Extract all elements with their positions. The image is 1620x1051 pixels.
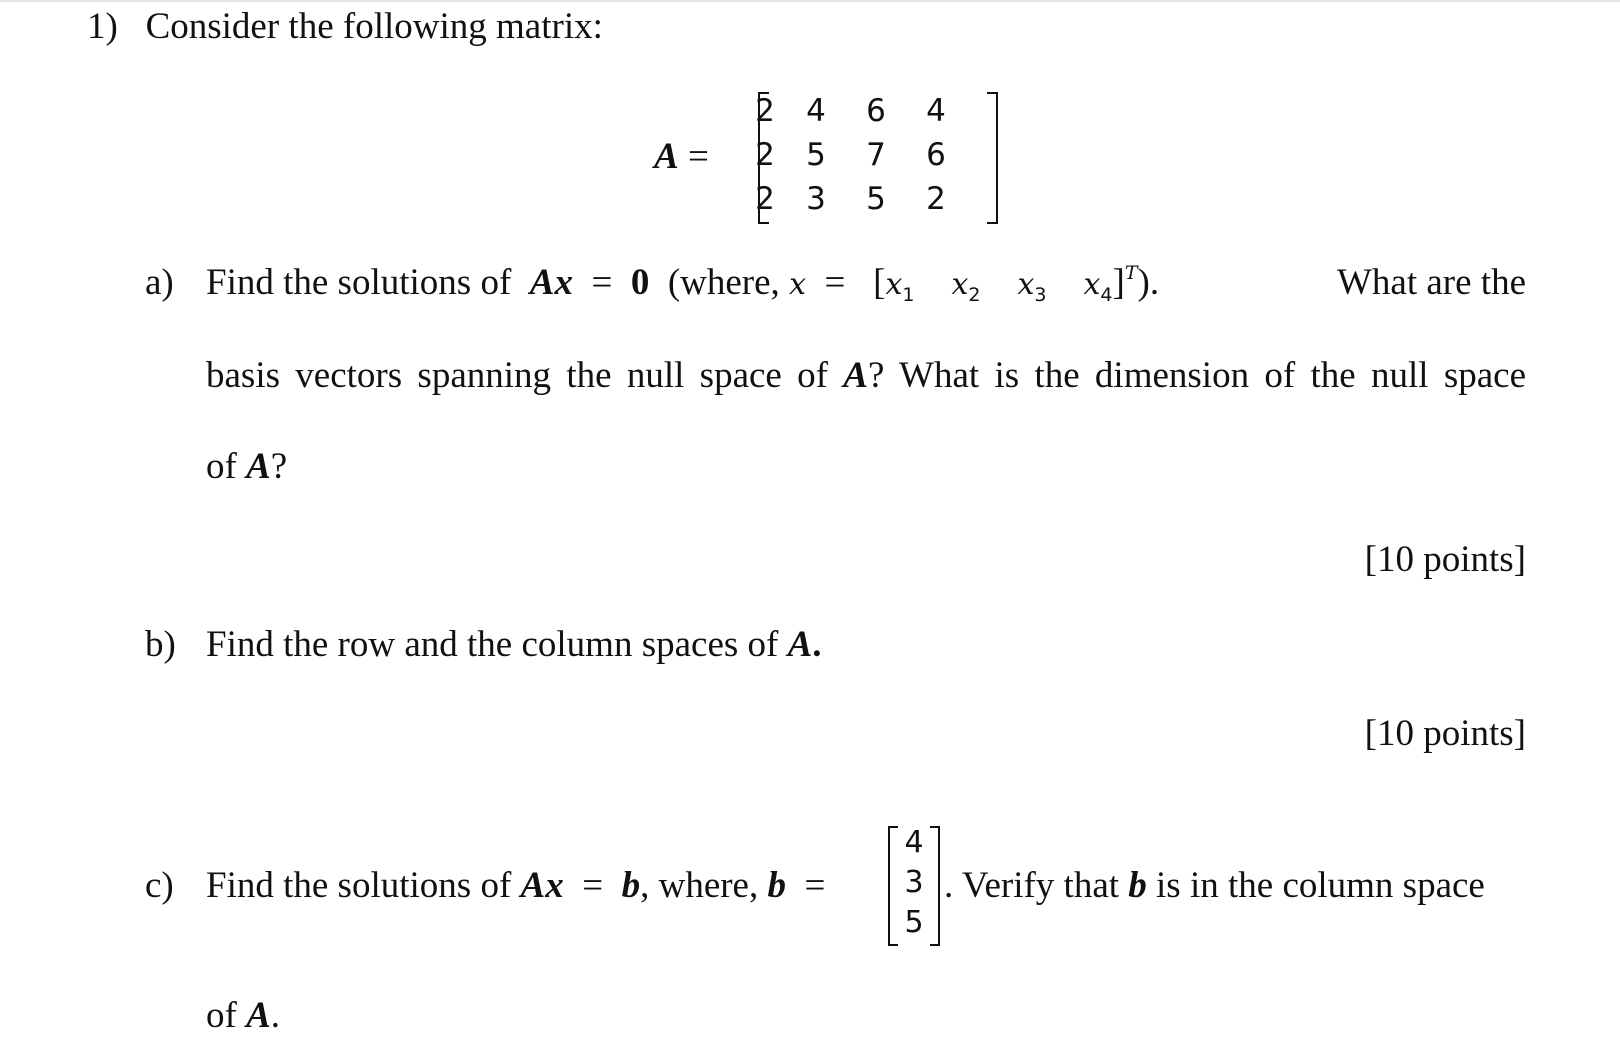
part-a-var-x4: $x_4$	[1083, 267, 1113, 306]
part-a-line-2-text-2: ? What is the dimension of the null space	[867, 355, 1527, 396]
part-c-line-1	[206, 867, 825, 904]
part-b-marker: b)	[145, 624, 176, 665]
part-a-points: [10 points]	[1364, 539, 1526, 580]
part-a-var-x1: $x_1$	[885, 267, 915, 306]
matrix-name: A	[654, 136, 679, 177]
part-c-line-2-end: .	[270, 995, 281, 1036]
part-a-line-3-text-1: of	[206, 446, 237, 487]
part-a-text-1: Find the solutions of	[206, 262, 512, 303]
question-heading	[87, 8, 603, 45]
part-b-a: A	[787, 624, 813, 665]
part-a-line-2-text-1: basis vectors spanning the null space of	[206, 355, 828, 396]
matrix-cell: 2	[926, 181, 946, 217]
part-a-close-bracket: ]	[1112, 262, 1125, 303]
part-c-b-1: b	[621, 865, 641, 906]
part-b-end: .	[812, 624, 822, 665]
vector-cell: 3	[904, 865, 924, 900]
matrix-cell: 6	[926, 137, 946, 173]
part-a-ax: Ax	[529, 262, 573, 303]
part-a-var-x3: $x_3$	[1017, 267, 1047, 306]
matrix-cell: 5	[866, 181, 886, 217]
vector-left-bracket	[888, 826, 898, 946]
matrix-cell: 6	[866, 93, 886, 129]
vector-cell: 5	[904, 905, 924, 940]
part-a-var-x2: $x_2$	[951, 267, 981, 306]
part-a-text-2: What are the	[1337, 262, 1526, 303]
part-c-marker: c)	[145, 865, 174, 906]
part-c-line-2-text-1: of	[206, 995, 237, 1036]
part-c-ax: Ax	[520, 865, 564, 906]
part-a-x: x	[789, 267, 806, 302]
part-c-b-3: b	[1128, 865, 1147, 906]
matrix-cell: 3	[806, 181, 826, 217]
part-a-open-bracket: [	[873, 262, 886, 303]
question-number: 1)	[87, 6, 118, 47]
part-c-equals-2: =	[804, 865, 826, 906]
part-a-zero-vector: 0	[630, 262, 650, 303]
matrix-cell: 7	[866, 137, 886, 173]
part-a-line-3-text-2: ?	[270, 446, 288, 487]
part-b-points: [10 points]	[1364, 713, 1526, 754]
part-c-b-2: b	[767, 865, 786, 906]
matrix-cell: 4	[926, 93, 946, 129]
part-c-text-2: , where,	[640, 865, 759, 906]
part-c-line-2	[206, 997, 280, 1034]
part-a-line-2-a: A	[843, 355, 868, 396]
part-c-equals: =	[582, 865, 604, 906]
part-a-where: (where,	[667, 262, 780, 303]
part-c-line-2-a: A	[246, 995, 271, 1036]
matrix-equals: =	[687, 136, 709, 177]
part-c-text-3: . Verify that	[944, 865, 1120, 906]
matrix-cell: 2	[755, 181, 775, 217]
vector-right-bracket	[930, 826, 940, 946]
matrix-cell: 5	[806, 137, 826, 173]
part-c-text-1: Find the solutions of	[206, 865, 512, 906]
matrix-cell: 2	[755, 93, 775, 129]
part-b-text: Find the row and the column spaces of	[206, 624, 779, 665]
part-a-line-1	[206, 262, 1160, 306]
matrix-cell: 2	[755, 137, 775, 173]
part-a-equals-2: =	[824, 262, 846, 303]
part-a-equals: =	[591, 262, 613, 303]
part-a-marker: a)	[145, 262, 174, 303]
part-c-text-4: is in the column space	[1156, 865, 1485, 906]
part-c-line-1-rest	[944, 867, 1485, 904]
part-a-line-2	[206, 357, 1526, 394]
part-a-close-paren: ).	[1137, 262, 1160, 303]
question-intro: Consider the following matrix:	[145, 6, 603, 47]
part-b-line	[206, 626, 822, 663]
matrix-right-bracket	[987, 92, 998, 224]
part-a-line-3	[206, 448, 287, 485]
matrix-label	[654, 138, 709, 175]
part-a-line-3-a: A	[246, 446, 271, 487]
matrix-cell: 4	[806, 93, 826, 129]
vector-cell: 4	[904, 825, 924, 860]
top-divider	[0, 0, 1620, 2]
part-a-transpose: T	[1124, 262, 1138, 284]
matrix-a	[755, 92, 998, 222]
vector-b	[888, 826, 940, 946]
